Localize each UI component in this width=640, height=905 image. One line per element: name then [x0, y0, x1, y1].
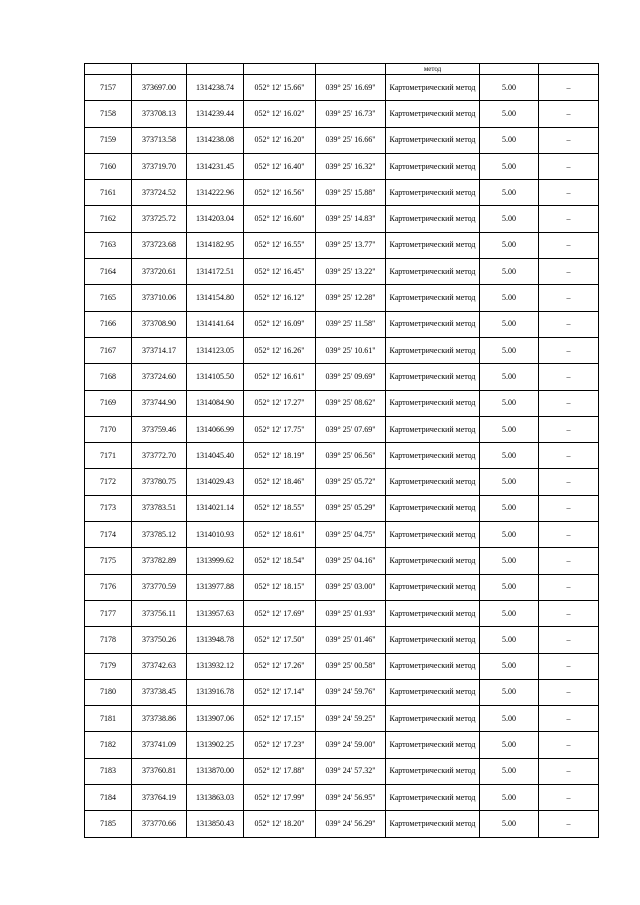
description-cell: – [539, 416, 599, 442]
x-coordinate-cell: 373719.70 [132, 153, 187, 179]
x-coordinate-cell: 373783.51 [132, 495, 187, 521]
y-coordinate-cell: 1314141.64 [187, 311, 244, 337]
y-coordinate-cell: 1313902.25 [187, 732, 244, 758]
table-row [85, 732, 599, 758]
accuracy-cell: 5.00 [480, 732, 539, 758]
latitude-cell: 052° 12' 17.99" [244, 785, 316, 811]
table-row [85, 390, 599, 416]
description-cell: – [539, 232, 599, 258]
description-cell: – [539, 627, 599, 653]
latitude-cell: 052° 12' 16.02" [244, 101, 316, 127]
point-number-cell: 7167 [85, 337, 132, 363]
method-cell: Картометрический метод [386, 232, 480, 258]
description-cell: – [539, 495, 599, 521]
point-number-cell: 7172 [85, 469, 132, 495]
latitude-cell: 052° 12' 16.55" [244, 232, 316, 258]
point-number-cell: 7168 [85, 364, 132, 390]
method-cell: Картометрический метод [386, 101, 480, 127]
method-cell: Картометрический метод [386, 311, 480, 337]
accuracy-cell: 5.00 [480, 600, 539, 626]
y-coordinate-cell: 1313916.78 [187, 679, 244, 705]
table-row [85, 337, 599, 363]
x-coordinate-cell: 373760.81 [132, 758, 187, 784]
method-cell: Картометрический метод [386, 259, 480, 285]
latitude-cell: 052° 12' 17.23" [244, 732, 316, 758]
accuracy-cell: 5.00 [480, 337, 539, 363]
table-row [85, 101, 599, 127]
point-number-cell: 7166 [85, 311, 132, 337]
method-cell: Картометрический метод [386, 600, 480, 626]
table-body [85, 64, 599, 838]
x-coordinate-cell: 373723.68 [132, 232, 187, 258]
point-number-cell: 7185 [85, 811, 132, 837]
accuracy-cell: 5.00 [480, 469, 539, 495]
description-cell: – [539, 469, 599, 495]
latitude-cell: 052° 12' 16.12" [244, 285, 316, 311]
table-row [85, 364, 599, 390]
y-coordinate-cell: 1314045.40 [187, 443, 244, 469]
method-cell: Картометрический метод [386, 469, 480, 495]
x-coordinate-cell: 373772.70 [132, 443, 187, 469]
method-cell: Картометрический метод [386, 390, 480, 416]
method-cell: Картометрический метод [386, 732, 480, 758]
method-cell: Картометрический метод [386, 180, 480, 206]
x-coordinate-cell: 373741.09 [132, 732, 187, 758]
table-row [85, 285, 599, 311]
table-row [85, 522, 599, 548]
longitude-cell: 039° 25' 08.62" [316, 390, 386, 416]
accuracy-cell: 5.00 [480, 653, 539, 679]
latitude-cell: 052° 12' 16.56" [244, 180, 316, 206]
header-cell [132, 64, 187, 75]
y-coordinate-cell: 1314172.51 [187, 259, 244, 285]
description-cell: – [539, 364, 599, 390]
table-row [85, 259, 599, 285]
point-number-cell: 7182 [85, 732, 132, 758]
latitude-cell: 052° 12' 18.15" [244, 574, 316, 600]
table-row [85, 811, 599, 837]
latitude-cell: 052° 12' 16.09" [244, 311, 316, 337]
description-cell: – [539, 101, 599, 127]
method-cell: Картометрический метод [386, 679, 480, 705]
description-cell: – [539, 443, 599, 469]
point-number-cell: 7163 [85, 232, 132, 258]
accuracy-cell: 5.00 [480, 180, 539, 206]
longitude-cell: 039° 25' 05.29" [316, 495, 386, 521]
accuracy-cell: 5.00 [480, 390, 539, 416]
longitude-cell: 039° 24' 57.32" [316, 758, 386, 784]
y-coordinate-cell: 1314021.14 [187, 495, 244, 521]
point-number-cell: 7174 [85, 522, 132, 548]
description-cell: – [539, 679, 599, 705]
longitude-cell: 039° 24' 56.29" [316, 811, 386, 837]
point-number-cell: 7160 [85, 153, 132, 179]
y-coordinate-cell: 1314231.45 [187, 153, 244, 179]
longitude-cell: 039° 24' 59.25" [316, 706, 386, 732]
method-cell: Картометрический метод [386, 574, 480, 600]
longitude-cell: 039° 25' 16.66" [316, 127, 386, 153]
method-cell: Картометрический метод [386, 153, 480, 179]
x-coordinate-cell: 373744.90 [132, 390, 187, 416]
latitude-cell: 052° 12' 18.46" [244, 469, 316, 495]
table-row [85, 75, 599, 101]
method-cell: Картометрический метод [386, 364, 480, 390]
table-row [85, 548, 599, 574]
x-coordinate-cell: 373770.66 [132, 811, 187, 837]
latitude-cell: 052° 12' 17.88" [244, 758, 316, 784]
longitude-cell: 039° 25' 11.58" [316, 311, 386, 337]
method-cell: Картометрический метод [386, 522, 480, 548]
description-cell: – [539, 153, 599, 179]
accuracy-cell: 5.00 [480, 548, 539, 574]
y-coordinate-cell: 1313999.62 [187, 548, 244, 574]
point-number-cell: 7181 [85, 706, 132, 732]
description-cell: – [539, 732, 599, 758]
x-coordinate-cell: 373724.60 [132, 364, 187, 390]
accuracy-cell: 5.00 [480, 206, 539, 232]
header-cell [539, 64, 599, 75]
accuracy-cell: 5.00 [480, 285, 539, 311]
table-row [85, 153, 599, 179]
x-coordinate-cell: 373708.13 [132, 101, 187, 127]
longitude-cell: 039° 24' 56.95" [316, 785, 386, 811]
table-row [85, 311, 599, 337]
description-cell: – [539, 75, 599, 101]
accuracy-cell: 5.00 [480, 127, 539, 153]
point-number-cell: 7184 [85, 785, 132, 811]
accuracy-cell: 5.00 [480, 495, 539, 521]
table-row [85, 469, 599, 495]
table-row [85, 495, 599, 521]
x-coordinate-cell: 373710.06 [132, 285, 187, 311]
x-coordinate-cell: 373785.12 [132, 522, 187, 548]
accuracy-cell: 5.00 [480, 706, 539, 732]
table-row [85, 206, 599, 232]
description-cell: – [539, 758, 599, 784]
latitude-cell: 052° 12' 18.19" [244, 443, 316, 469]
x-coordinate-cell: 373756.11 [132, 600, 187, 626]
method-cell: Картометрический метод [386, 75, 480, 101]
table-row [85, 653, 599, 679]
latitude-cell: 052° 12' 17.15" [244, 706, 316, 732]
y-coordinate-cell: 1313977.88 [187, 574, 244, 600]
y-coordinate-cell: 1314029.43 [187, 469, 244, 495]
y-coordinate-cell: 1313957.63 [187, 600, 244, 626]
description-cell: – [539, 285, 599, 311]
accuracy-cell: 5.00 [480, 75, 539, 101]
accuracy-cell: 5.00 [480, 259, 539, 285]
point-number-cell: 7173 [85, 495, 132, 521]
description-cell: – [539, 653, 599, 679]
point-number-cell: 7178 [85, 627, 132, 653]
longitude-cell: 039° 25' 16.69" [316, 75, 386, 101]
x-coordinate-cell: 373750.26 [132, 627, 187, 653]
x-coordinate-cell: 373770.59 [132, 574, 187, 600]
longitude-cell: 039° 25' 04.75" [316, 522, 386, 548]
latitude-cell: 052° 12' 16.61" [244, 364, 316, 390]
table-row [85, 679, 599, 705]
longitude-cell: 039° 25' 10.61" [316, 337, 386, 363]
y-coordinate-cell: 1314105.50 [187, 364, 244, 390]
method-cell: Картометрический метод [386, 206, 480, 232]
method-cell: Картометрический метод [386, 443, 480, 469]
y-coordinate-cell: 1314066.99 [187, 416, 244, 442]
header-cell [85, 64, 132, 75]
longitude-cell: 039° 25' 04.16" [316, 548, 386, 574]
y-coordinate-cell: 1314222.96 [187, 180, 244, 206]
y-coordinate-cell: 1314238.08 [187, 127, 244, 153]
point-number-cell: 7161 [85, 180, 132, 206]
x-coordinate-cell: 373759.46 [132, 416, 187, 442]
table-row [85, 127, 599, 153]
latitude-cell: 052° 12' 17.14" [244, 679, 316, 705]
y-coordinate-cell: 1313863.03 [187, 785, 244, 811]
accuracy-cell: 5.00 [480, 443, 539, 469]
accuracy-cell: 5.00 [480, 758, 539, 784]
accuracy-cell: 5.00 [480, 522, 539, 548]
longitude-cell: 039° 25' 15.88" [316, 180, 386, 206]
accuracy-cell: 5.00 [480, 311, 539, 337]
point-number-cell: 7170 [85, 416, 132, 442]
latitude-cell: 052° 12' 16.40" [244, 153, 316, 179]
latitude-cell: 052° 12' 17.27" [244, 390, 316, 416]
description-cell: – [539, 574, 599, 600]
description-cell: – [539, 706, 599, 732]
accuracy-cell: 5.00 [480, 416, 539, 442]
latitude-cell: 052° 12' 17.69" [244, 600, 316, 626]
method-cell: Картометрический метод [386, 653, 480, 679]
longitude-cell: 039° 25' 14.83" [316, 206, 386, 232]
point-number-cell: 7179 [85, 653, 132, 679]
method-cell: Картометрический метод [386, 127, 480, 153]
method-cell: Картометрический метод [386, 785, 480, 811]
accuracy-cell: 5.00 [480, 627, 539, 653]
latitude-cell: 052° 12' 16.45" [244, 259, 316, 285]
x-coordinate-cell: 373720.61 [132, 259, 187, 285]
longitude-cell: 039° 24' 59.76" [316, 679, 386, 705]
latitude-cell: 052° 12' 16.26" [244, 337, 316, 363]
latitude-cell: 052° 12' 15.66" [244, 75, 316, 101]
header-fragment-row [85, 64, 599, 75]
point-number-cell: 7171 [85, 443, 132, 469]
accuracy-cell: 5.00 [480, 153, 539, 179]
longitude-cell: 039° 25' 13.22" [316, 259, 386, 285]
x-coordinate-cell: 373708.90 [132, 311, 187, 337]
point-number-cell: 7183 [85, 758, 132, 784]
latitude-cell: 052° 12' 18.55" [244, 495, 316, 521]
longitude-cell: 039° 25' 12.28" [316, 285, 386, 311]
method-cell: Картометрический метод [386, 285, 480, 311]
point-number-cell: 7175 [85, 548, 132, 574]
x-coordinate-cell: 373780.75 [132, 469, 187, 495]
x-coordinate-cell: 373724.52 [132, 180, 187, 206]
point-number-cell: 7164 [85, 259, 132, 285]
x-coordinate-cell: 373738.86 [132, 706, 187, 732]
coordinates-table [84, 63, 599, 838]
point-number-cell: 7158 [85, 101, 132, 127]
description-cell: – [539, 390, 599, 416]
method-cell: Картометрический метод [386, 337, 480, 363]
method-cell: Картометрический метод [386, 758, 480, 784]
point-number-cell: 7157 [85, 75, 132, 101]
longitude-cell: 039° 25' 06.56" [316, 443, 386, 469]
description-cell: – [539, 811, 599, 837]
y-coordinate-cell: 1314238.74 [187, 75, 244, 101]
point-number-cell: 7180 [85, 679, 132, 705]
y-coordinate-cell: 1313932.12 [187, 653, 244, 679]
x-coordinate-cell: 373725.72 [132, 206, 187, 232]
x-coordinate-cell: 373697.00 [132, 75, 187, 101]
x-coordinate-cell: 373742.63 [132, 653, 187, 679]
point-number-cell: 7162 [85, 206, 132, 232]
accuracy-cell: 5.00 [480, 232, 539, 258]
latitude-cell: 052° 12' 18.54" [244, 548, 316, 574]
x-coordinate-cell: 373782.89 [132, 548, 187, 574]
header-cell [480, 64, 539, 75]
longitude-cell: 039° 25' 16.32" [316, 153, 386, 179]
point-number-cell: 7177 [85, 600, 132, 626]
method-cell: Картометрический метод [386, 706, 480, 732]
table-row [85, 785, 599, 811]
y-coordinate-cell: 1314084.90 [187, 390, 244, 416]
point-number-cell: 7159 [85, 127, 132, 153]
longitude-cell: 039° 25' 09.69" [316, 364, 386, 390]
x-coordinate-cell: 373764.19 [132, 785, 187, 811]
latitude-cell: 052° 12' 16.20" [244, 127, 316, 153]
description-cell: – [539, 180, 599, 206]
y-coordinate-cell: 1313870.00 [187, 758, 244, 784]
longitude-cell: 039° 25' 01.46" [316, 627, 386, 653]
y-coordinate-cell: 1314154.80 [187, 285, 244, 311]
y-coordinate-cell: 1313948.78 [187, 627, 244, 653]
y-coordinate-cell: 1314239.44 [187, 101, 244, 127]
accuracy-cell: 5.00 [480, 101, 539, 127]
table-row [85, 706, 599, 732]
latitude-cell: 052° 12' 17.75" [244, 416, 316, 442]
longitude-cell: 039° 25' 00.58" [316, 653, 386, 679]
longitude-cell: 039° 25' 13.77" [316, 232, 386, 258]
point-number-cell: 7176 [85, 574, 132, 600]
y-coordinate-cell: 1313850.43 [187, 811, 244, 837]
description-cell: – [539, 600, 599, 626]
y-coordinate-cell: 1314182.95 [187, 232, 244, 258]
method-cell: Картометрический метод [386, 627, 480, 653]
y-coordinate-cell: 1314010.93 [187, 522, 244, 548]
latitude-cell: 052° 12' 18.20" [244, 811, 316, 837]
table-row [85, 232, 599, 258]
longitude-cell: 039° 25' 01.93" [316, 600, 386, 626]
table-row [85, 574, 599, 600]
description-cell: – [539, 259, 599, 285]
latitude-cell: 052° 12' 17.50" [244, 627, 316, 653]
header-cell: метод [386, 64, 480, 75]
point-number-cell: 7165 [85, 285, 132, 311]
longitude-cell: 039° 25' 16.73" [316, 101, 386, 127]
latitude-cell: 052° 12' 18.61" [244, 522, 316, 548]
header-cell [316, 64, 386, 75]
longitude-cell: 039° 24' 59.00" [316, 732, 386, 758]
description-cell: – [539, 127, 599, 153]
accuracy-cell: 5.00 [480, 811, 539, 837]
accuracy-cell: 5.00 [480, 785, 539, 811]
description-cell: – [539, 522, 599, 548]
table-row [85, 600, 599, 626]
table-row [85, 758, 599, 784]
header-cell [244, 64, 316, 75]
longitude-cell: 039° 25' 07.69" [316, 416, 386, 442]
method-cell: Картометрический метод [386, 548, 480, 574]
longitude-cell: 039° 25' 03.00" [316, 574, 386, 600]
description-cell: – [539, 206, 599, 232]
latitude-cell: 052° 12' 16.60" [244, 206, 316, 232]
accuracy-cell: 5.00 [480, 364, 539, 390]
x-coordinate-cell: 373714.17 [132, 337, 187, 363]
y-coordinate-cell: 1313907.06 [187, 706, 244, 732]
description-cell: – [539, 548, 599, 574]
point-number-cell: 7169 [85, 390, 132, 416]
table-row [85, 443, 599, 469]
longitude-cell: 039° 25' 05.72" [316, 469, 386, 495]
accuracy-cell: 5.00 [480, 679, 539, 705]
description-cell: – [539, 785, 599, 811]
method-cell: Картометрический метод [386, 416, 480, 442]
y-coordinate-cell: 1314123.05 [187, 337, 244, 363]
description-cell: – [539, 311, 599, 337]
method-cell: Картометрический метод [386, 495, 480, 521]
table-row [85, 180, 599, 206]
header-cell [187, 64, 244, 75]
table-row [85, 416, 599, 442]
description-cell: – [539, 337, 599, 363]
table-row [85, 627, 599, 653]
latitude-cell: 052° 12' 17.26" [244, 653, 316, 679]
y-coordinate-cell: 1314203.04 [187, 206, 244, 232]
x-coordinate-cell: 373738.45 [132, 679, 187, 705]
accuracy-cell: 5.00 [480, 574, 539, 600]
x-coordinate-cell: 373713.58 [132, 127, 187, 153]
method-cell: Картометрический метод [386, 811, 480, 837]
